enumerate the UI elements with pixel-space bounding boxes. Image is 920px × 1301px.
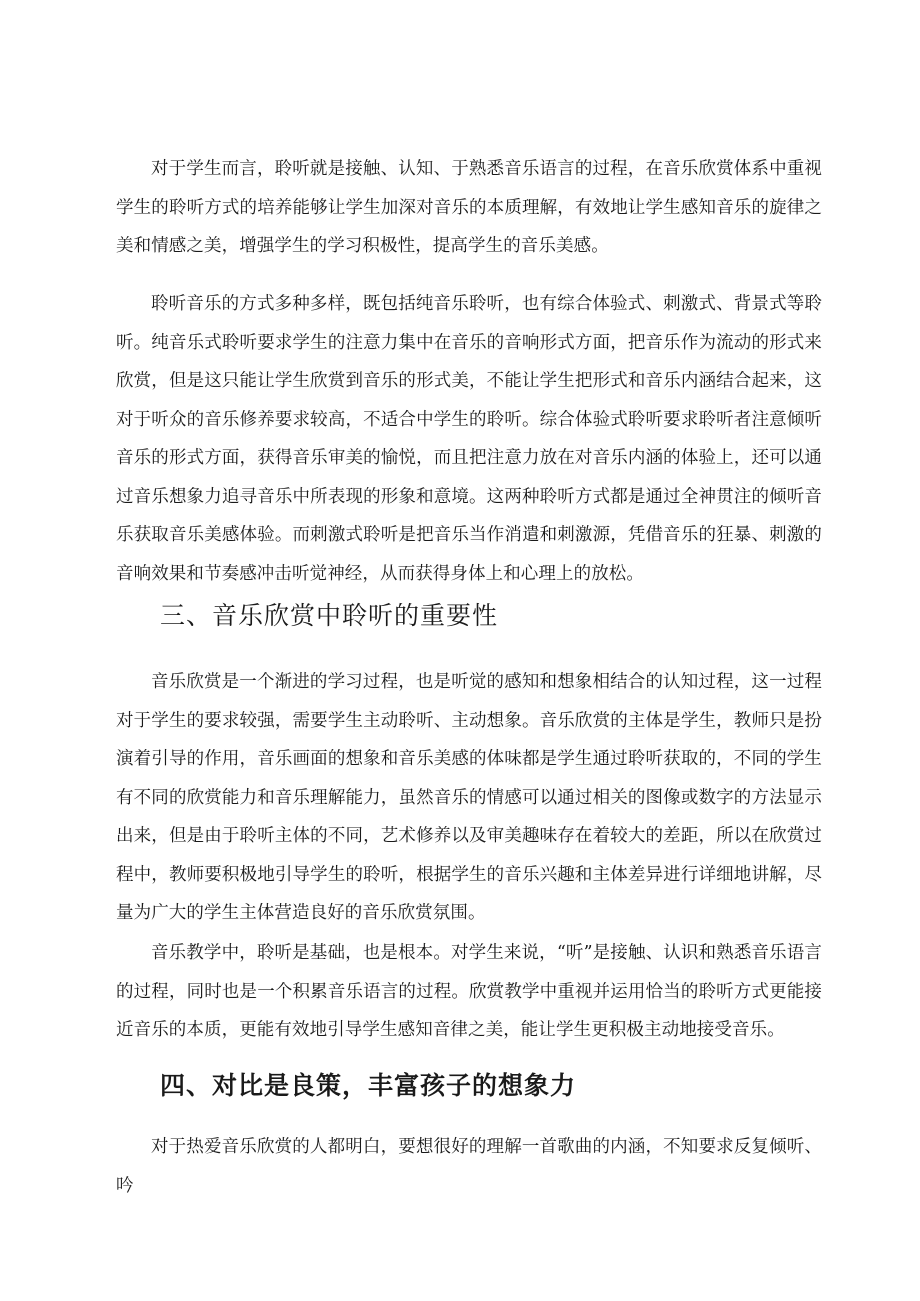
body-paragraph: 音乐教学中，聆听是基础，也是根本。对学生来说，“听”是接触、认识和熟悉音乐语言的过程，同时也是一个积累音乐语言的过程。欣赏教学中重视并运用恰当的聆听方式更能接近音乐的本质，更能有效地引导学生感知音律之美，能让学生更积极主动地接受音乐。 [116,943,822,1040]
section-heading: 三、音乐欣赏中聆听的重要性 [160,601,499,630]
body-paragraph: 聆听音乐的方式多种多样，既包括纯音乐聆听，也有综合体验式、刺激式、背景式等聆听。纯音乐式聆听要求学生的注意力集中在音乐的音响形式方面，把音乐作为流动的形式来欣赏，但是这只能让学生欣赏到音乐的形式美，不能让学生把形式和音乐内涵结合起来，这对于听众的音乐修养要求较高，不适合中学生的聆听。综合体验式聆听要求聆听者注意倾听音乐的形式方面，获得音乐审美的愉悦，而且把注意力放在对音乐内涵的体验上，还可以通过音乐想象力追寻音乐中所表现的形象和意境。这两种聆听方式都是通过全神贯注的倾听音乐获取音乐美感体验。而刺激式聆听是把音乐当作消遣和刺激源，凭借音乐的狂暴、刺激的音响效果和节奏感冲击听觉神经，从而获得身体上和心理上的放松。 [116,294,822,584]
body-paragraph: 音乐欣赏是一个渐进的学习过程，也是听觉的感知和想象相结合的认知过程，这一过程对于学生的要求较强，需要学生主动聆听、主动想象。音乐欣赏的主体是学生，教师只是扮演着引导的作用，音乐画面的想象和音乐美感的体味都是学生通过聆听获取的，不同的学生有不同的欣赏能力和音乐理解能力，虽然音乐的情感可以通过相关的图像或数字的方法显示出来，但是由于聆听主体的不同，艺术修养以及审美趣味存在着较大的差距，所以在欣赏过程中，教师要积极地引导学生的聆听，根据学生的音乐兴趣和主体差异进行详细地讲解，尽量为广大的学生主体营造良好的音乐欣赏氛围。 [116,672,822,923]
body-paragraph: 对于学生而言，聆听就是接触、认知、于熟悉音乐语言的过程，在音乐欣赏体系中重视学生的聆听方式的培养能够让学生加深对音乐的本质理解，有效地让学生感知音乐的旋律之美和情感之美，增强学生的学习积极性，提高学生的音乐美感。 [116,159,822,256]
body-paragraph: 对于热爱音乐欣赏的人都明白，要想很好的理解一首歌曲的内涵，不知要求反复倾听、吟 [116,1137,822,1196]
section-heading: 四、对比是良策，丰富孩子的想象力 [160,1071,577,1100]
